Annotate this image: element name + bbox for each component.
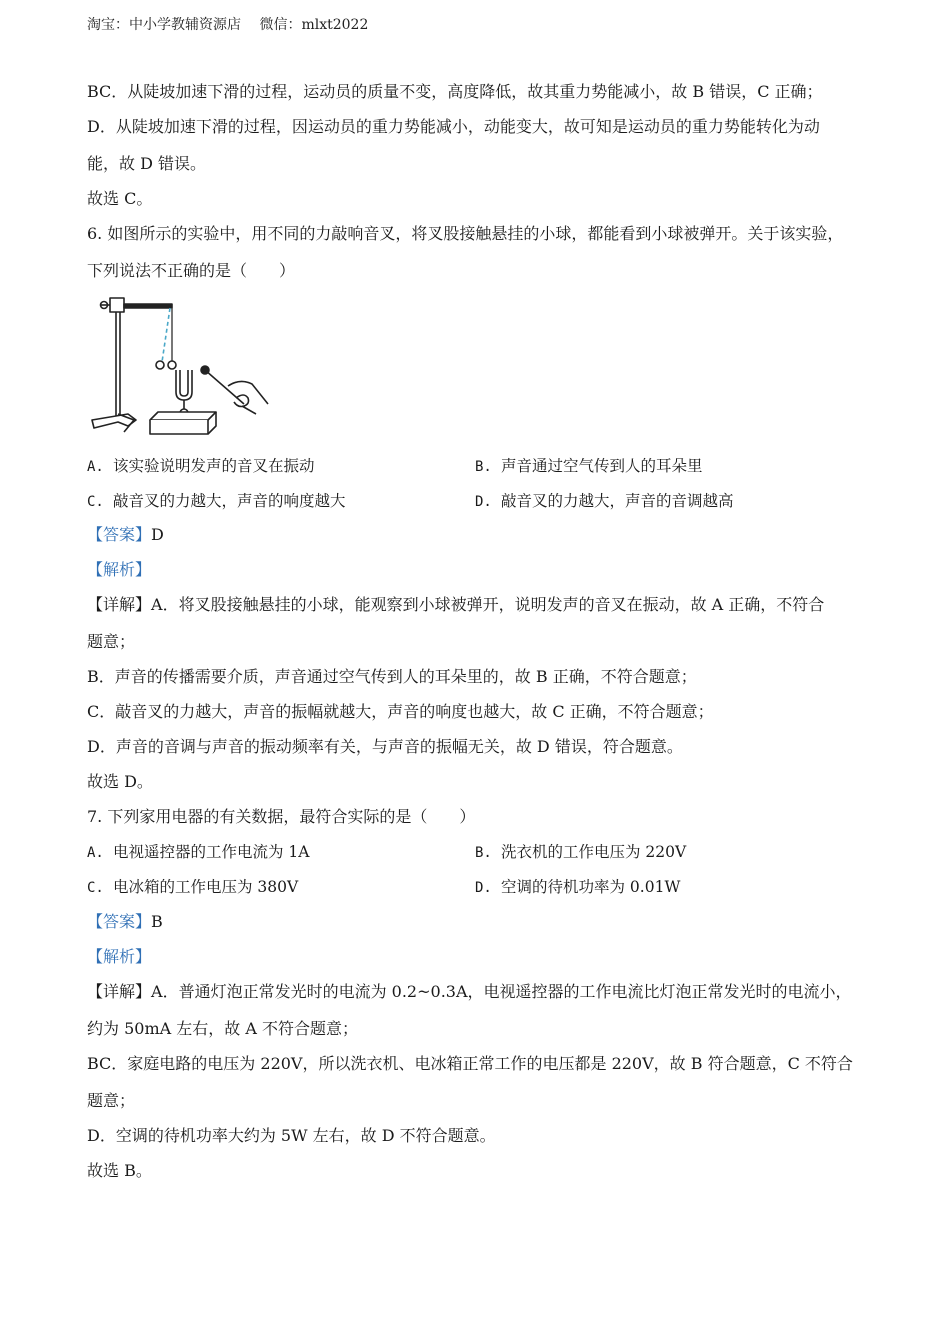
option-letter: D. [475,880,492,896]
detail-tag: 【详解】 [87,595,152,614]
q7-detail-bc1: BC．家庭电路的电压为 220V，所以洗衣机、电冰箱正常工作的电压都是 220V，故 B 符合题意，C 不符合 [87,1054,853,1073]
q6-option-c[interactable] [87,491,346,512]
wechat-label: 微信：mlxt2022 [259,17,369,33]
q6-answer [87,525,164,545]
q7-detail-a2: 约为 50mA 左右，故 A 不符合题意； [87,1019,358,1038]
resonance-box [150,412,216,420]
q6-detail-a1 [87,595,824,615]
detail-text: A．将叉股接触悬挂的小球，能观察到小球被弹开，说明发声的音叉在振动，故 A 正确，不符合 [151,595,825,614]
option-text: 该实验说明发声的音叉在振动 [113,457,315,475]
stand-arm [124,304,172,308]
stand-clamp [110,298,124,312]
q6-stem-line2: 下列说法不正确的是（ ） [87,261,296,280]
tuning-fork-figure [88,292,270,442]
option-text: 敲音叉的力越大，声音的音调越高 [501,492,734,510]
hand [228,381,268,414]
option-text: 声音通过空气传到人的耳朵里 [501,457,703,475]
q7-option-b[interactable] [475,842,686,863]
option-text: 电冰箱的工作电压为 380V [113,878,299,896]
option-letter: D. [475,494,492,510]
q7-option-a[interactable] [87,842,309,863]
option-letter: C. [87,880,104,896]
option-letter: B. [475,845,492,861]
q7-detail-bc2: 题意； [87,1091,136,1110]
analysis-tag: 【解析】 [87,947,152,966]
answer-value: D [151,525,164,544]
option-text: 电视遥控器的工作电流为 1A [113,843,310,861]
q6-analysis-tag [87,560,151,580]
pendulum-string [162,308,170,362]
option-letter: C. [87,494,104,510]
q7-answer [87,912,163,932]
q6-detail-d: D．声音的音调与声音的振动频率有关，与声音的振幅无关，故 D 错误，符合题意。 [87,737,683,756]
q5-d-line2: 能，故 D 错误。 [87,154,207,173]
q6-option-d[interactable] [475,491,734,512]
q7-analysis-tag [87,947,151,967]
q7-choose: 故选 B。 [87,1161,152,1180]
option-text: 洗衣机的工作电压为 220V [501,843,687,861]
q6-option-a[interactable] [87,456,315,477]
q7-option-d[interactable] [475,877,680,898]
q6-detail-b: B．声音的传播需要介质，声音通过空气传到人的耳朵里的，故 B 正确，不符合题意； [87,667,697,686]
analysis-tag: 【解析】 [87,560,152,579]
option-letter: A. [87,459,104,475]
ball-displaced [156,361,164,369]
shop-label: 淘宝：中小学教辅资源店 [87,17,241,33]
q7-stem: 7. 下列家用电器的有关数据，最符合实际的是（ ） [87,807,476,826]
q5-choose: 故选 C。 [87,189,153,208]
detail-text: A．普通灯泡正常发光时的电流为 0.2~0.3A，电视遥控器的工作电流比灯泡正常发光时的电流小， [151,982,852,1001]
q6-option-b[interactable] [475,456,703,477]
q6-detail-c: C．敲音叉的力越大，声音的振幅就越大，声音的响度也越大，故 C 正确，不符合题意； [87,702,714,721]
page-header [87,14,382,34]
option-letter: A. [87,845,104,861]
q7-detail-a1 [87,982,852,1002]
option-letter: B. [475,459,492,475]
q6-stem-line1: 6. 如图所示的实验中，用不同的力敲响音叉，将叉股接触悬挂的小球，都能看到小球被弹开。关于该实验， [87,224,844,243]
option-text: 敲音叉的力越大，声音的响度越大 [113,492,346,510]
q5-d-line1: D．从陡坡加速下滑的过程，因运动员的重力势能减小，动能变大，故可知是运动员的重力势能转化为动 [87,117,820,136]
answer-tag: 【答案】 [87,912,152,931]
detail-tag: 【详解】 [87,982,152,1001]
q7-detail-d: D．空调的待机功率大约为 5W 左右，故 D 不符合题意。 [87,1126,496,1145]
q6-detail-a2: 题意； [87,632,136,651]
q5-bc-line: BC．从陡坡加速下滑的过程，运动员的质量不变，高度降低，故其重力势能减小，故 B 错误，C 正确； [87,82,823,101]
ball-rest [168,361,176,369]
answer-value: B [151,912,163,931]
answer-tag: 【答案】 [87,525,152,544]
option-text: 空调的待机功率为 0.01W [501,878,681,896]
q7-option-c[interactable] [87,877,298,898]
q6-choose: 故选 D。 [87,772,153,791]
